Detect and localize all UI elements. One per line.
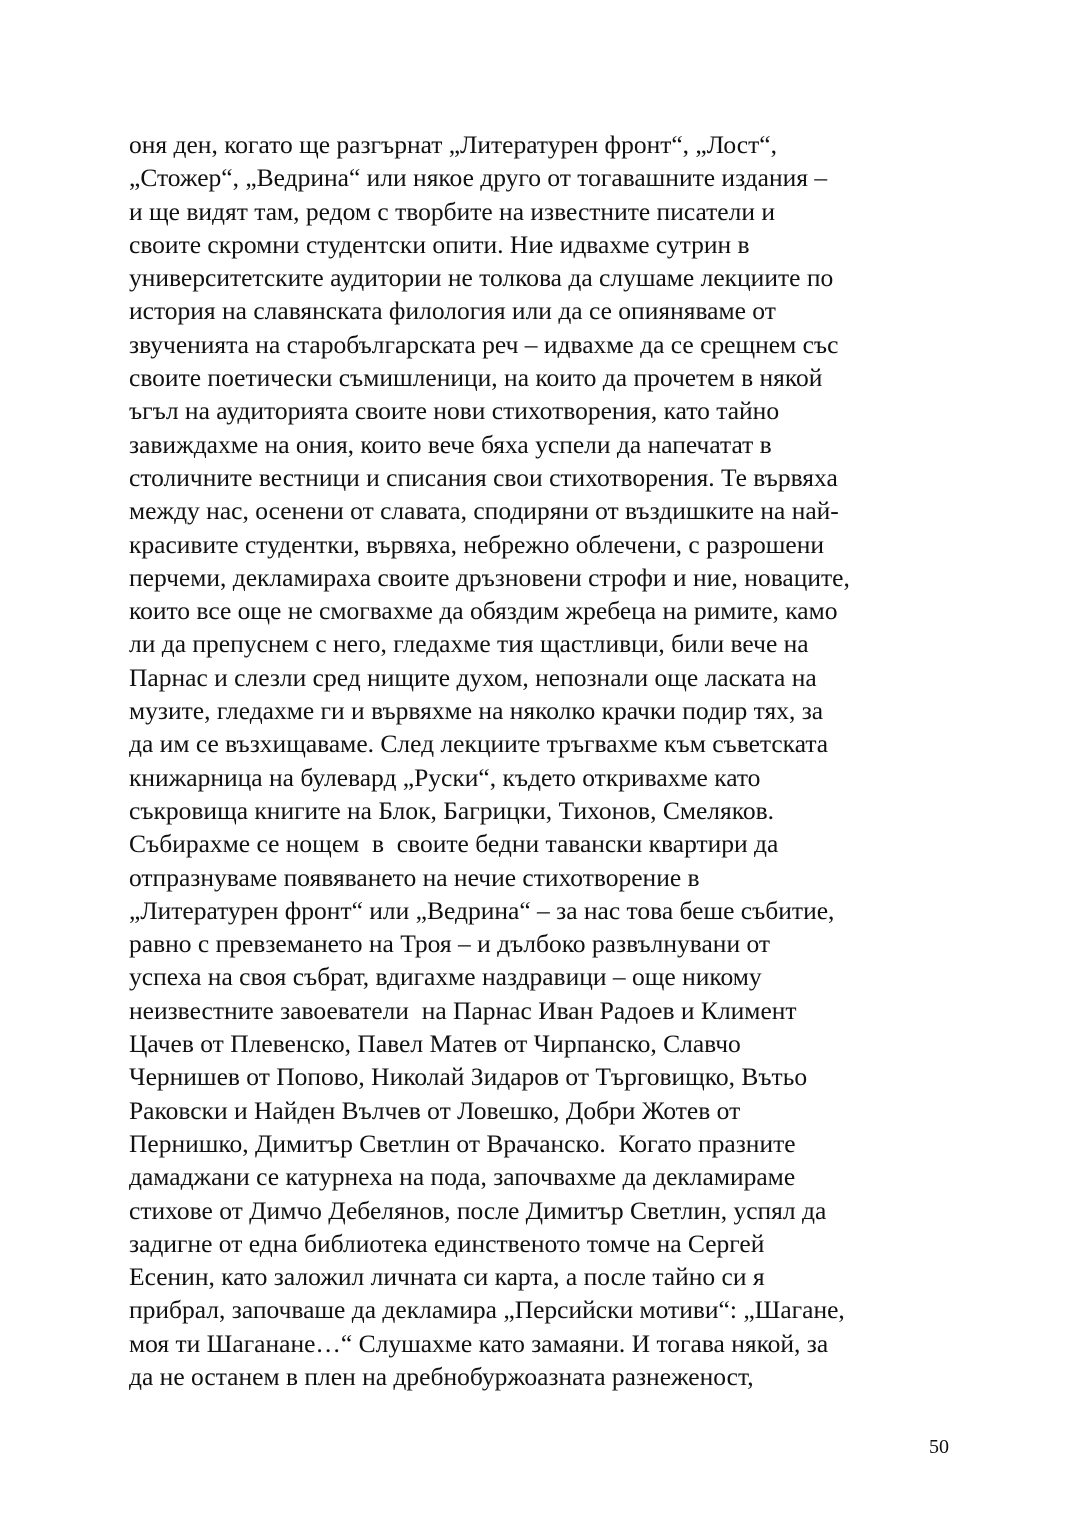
text-line: Цачев от Плевенско, Павел Матев от Чирпанско, Славчо (129, 1029, 741, 1059)
text-line: Есенин, като заложил личната си карта, а после тайно си я (129, 1262, 765, 1292)
text-line: история на славянската филология или да се опияняваме от (129, 296, 776, 326)
text-line: равно с превземането на Троя – и дълбоко развълнувани от (129, 929, 771, 959)
text-line: музите, гледахме ги и вървяхме на няколко крачки подир тях, за (129, 696, 824, 726)
text-line: книжарница на булевард „Руски“, където откривахме като (129, 762, 761, 792)
page-number: 50 (929, 1436, 949, 1458)
text-line: Парнас и слезли сред нищите духом, непознали още ласката на (129, 662, 817, 692)
text-line: да не останем в плен на дребнобуржоазната разнеженост, (129, 1361, 754, 1391)
text-line: ъгъл на аудиторията своите нови стихотворения, като тайно (129, 396, 780, 426)
page-text (129, 128, 959, 1393)
text-line: прибрал, започваше да декламира „Персийски мотиви“: „Шагане, (129, 1295, 845, 1325)
text-line: перчеми, декламираха своите дръзновени строфи и ние, новаците, (129, 562, 850, 592)
text-line: звученията на старобългарската реч – идвахме да се срещнем със (129, 329, 839, 359)
text-line: университетските аудитории не толкова да слушаме лекциите по (129, 263, 834, 293)
text-line: стихове от Димчо Дебелянов, после Димитър Светлин, успял да (129, 1195, 827, 1225)
text-line: Раковски и Найден Вълчев от Ловешко, Добри Жотев от (129, 1095, 741, 1125)
text-line: между нас, осенени от славата, сподиряни от въздишките на най- (129, 496, 839, 526)
text-line: да им се възхищаваме. След лекциите тръгвахме към съветската (129, 729, 829, 759)
text-line: завиждахме на ония, които вече бяха успели да напечатат в (129, 429, 772, 459)
text-line: неизвестните завоеватели на Парнас Иван Радоев и Климент (129, 995, 797, 1025)
text-line: и ще видят там, редом с творбите на известните писатели и (129, 196, 775, 226)
text-line: които все още не смогвахме да обяздим жребеца на римите, камо (129, 596, 838, 626)
text-line: дамаджани се катурнеха на пода, започвахме да декламираме (129, 1162, 796, 1192)
text-line: „Литературен фронт“ или „Ведрина“ – за нас това беше събитие, (129, 895, 835, 925)
text-line: съкровища книгите на Блок, Багрицки, Тихонов, Смеляков. (129, 795, 775, 825)
text-line: успеха на своя събрат, вдигахме наздравици – още никому (129, 962, 762, 992)
text-line: задигне от една библиотека единственото томче на Сергей (129, 1228, 765, 1258)
text-line: „Стожер“, „Ведрина“ или някое друго от тогавашните издания – (129, 163, 828, 193)
text-line: Събирахме се нощем в своите бедни тавански квартири да (129, 829, 779, 859)
text-line: красивите студентки, вървяха, небрежно облечени, с разрошени (129, 529, 824, 559)
text-line: моя ти Шаганане…“ Слушахме като замаяни. И тогава някой, за (129, 1328, 829, 1358)
text-line: оня ден, когато ще разгърнат „Литературен фронт“, „Лост“, (129, 130, 777, 159)
text-line: своите скромни студентски опити. Ние идвахме сутрин в (129, 229, 750, 259)
text-line: своите поетически съмишленици, на които да прочетем в някой (129, 363, 823, 393)
text-line: Пернишко, Димитър Светлин от Врачанско. Когато празните (129, 1128, 796, 1158)
text-line: столичните вестници и списания свои стихотворения. Те вървяха (129, 462, 838, 492)
text-line: ли да препуснем с него, гледахме тия щастливци, били вече на (129, 629, 809, 659)
text-line: Чернишев от Попово, Николай Зидаров от Търговищко, Вътьо (129, 1062, 808, 1092)
text-line: отпразнуваме появяването на нечие стихотворение в (129, 862, 700, 892)
